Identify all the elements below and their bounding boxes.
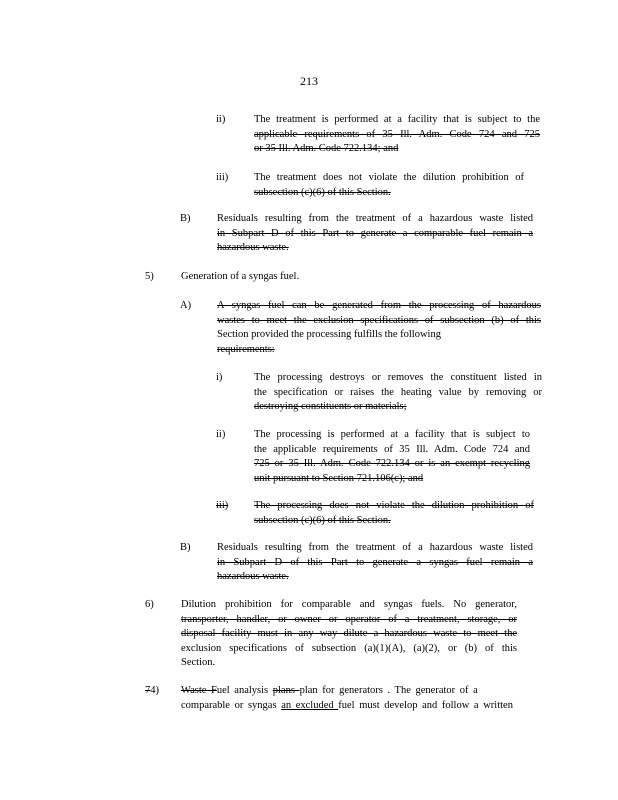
- page-number: 213: [300, 74, 318, 88]
- item-label-i: i): [216, 372, 223, 383]
- item-label-B: B): [180, 213, 191, 224]
- item-B-text: Residuals resulting from the treatment of a hazardous waste listed in Subpart D of this Part to generate a comparable fuel remain a hazardous waste.: [217, 213, 533, 253]
- item-label-B-syngas: B): [180, 542, 191, 553]
- item-ii-text: The treatment is performed at a facility that is subject to the applicable requirements of 35 Ill. Adm. Code 724 and 725 or 35 Ill. Adm. Code 722.134; and: [254, 114, 540, 154]
- item-i-text: The processing destroys or removes the constituent listed in the specification or raises the heating value by removing or destroying constituents or materials;: [254, 372, 542, 412]
- paragraph-label-7-4: 74): [145, 685, 159, 696]
- item-iii-processing-text: The processing does not violate the dilution prohibition of subsection (c)(6) of this Section.: [254, 500, 534, 526]
- paragraph-label-6: 6): [145, 599, 154, 610]
- item-label-ii: ii): [216, 114, 226, 125]
- paragraph-6-text: Dilution prohibition for comparable and syngas fuels. No generator, transporter, handler, or owner or operator of a treatment, storage, or disposal facility must in any way dilute a hazardous waste to meet the exclusion specifications of subsection (a)(1)(A), (a)(2), or (b) of this Section.: [181, 599, 517, 668]
- item-label-iii-processing: iii): [216, 500, 229, 511]
- item-A-text: A syngas fuel can be generated from the processing of hazardous wastes to meet the exclusion specifications of subsection (b) of this Section provided the processing fulfills the following requirements:: [217, 300, 541, 355]
- paragraph-label-5: 5): [145, 271, 154, 282]
- item-ii-processing-text: The processing is performed at a facility that is subject to the applicable requirements of 35 Ill. Adm. Code 724 and 725 or 35 Ill. Adm. Code 722.134 or is an exempt recycling unit pursuant to Section 721.106(c); and: [254, 429, 530, 484]
- item-label-A: A): [180, 300, 192, 311]
- paragraph-7-text: Waste Fuel analysis plans plan for generators . The generator of a comparable or syngas an excluded fuel must develop and follow a written: [181, 685, 513, 711]
- paragraph-5-heading: Generation of a syngas fuel.: [181, 271, 300, 282]
- item-label-ii-processing: ii): [216, 429, 226, 440]
- item-B-syngas-text: Residuals resulting from the treatment of a hazardous waste listed in Subpart D of this Part to generate a syngas fuel remain a hazardous waste.: [217, 542, 533, 582]
- item-label-iii: iii): [216, 172, 229, 183]
- item-iii-text: The treatment does not violate the dilution prohibition of subsection (c)(6) of this Section.: [254, 172, 524, 198]
